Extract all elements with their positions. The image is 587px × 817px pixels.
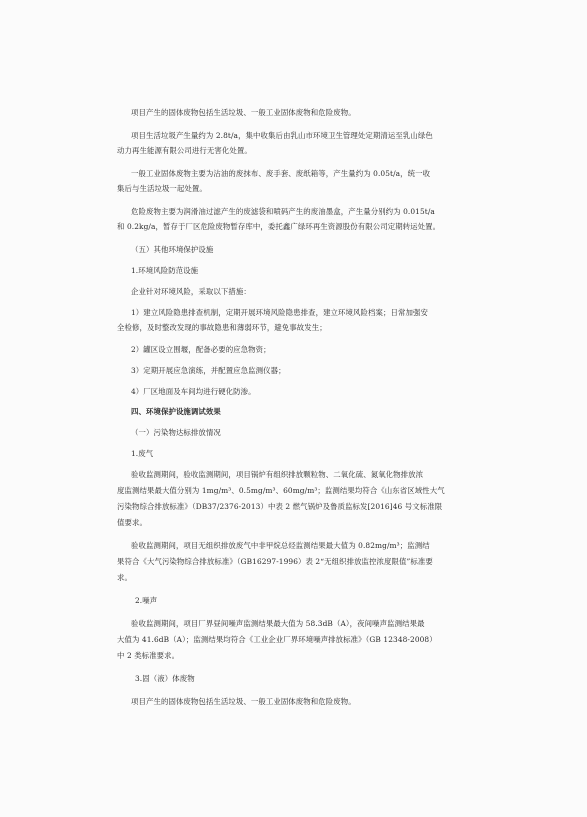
list-item: 4）厂区地面及车间均进行硬化防渗。	[131, 387, 256, 396]
section-heading: （一）污染物达标排放情况	[131, 428, 221, 437]
subsection-heading: 2.噪声	[135, 596, 158, 605]
list-item: 2）罐区设立围堰，配备必要的应急物资；	[131, 345, 271, 354]
paragraph-line: 度监测结果最大值分别为 1mg/m³、0.5mg/m³、60mg/m³；监测结果均符合《山东省区域性大气	[117, 486, 445, 495]
list-item: 1）建立风险隐患排查机制，定期开展环境风险隐患排查，建立环境风险档案；日常加强安	[131, 308, 428, 317]
chapter-heading: 四、环境保护设施调试效果	[131, 407, 221, 416]
paragraph-line: 中 2 类标准要求。	[117, 651, 180, 660]
subsection-heading: 1.环境风险防范设施	[131, 266, 199, 275]
list-item: 3）定期开展应急演练，并配置应急监测仪器；	[131, 366, 286, 375]
paragraph-line: 危险废物主要为润滑油过滤产生的废滤袋和喷码产生的废油墨盒，产生量分别约为 0.015t/a	[131, 207, 435, 216]
paragraph-line: 项目生活垃圾产生量约为 2.8t/a，集中收集后由乳山市环境卫生管理处定期清运至乳山绿色	[131, 131, 433, 140]
paragraph-line: 验收监测期间，项目厂界昼间噪声监测结果最大值为 58.3dB（A），夜间噪声监测结果最	[131, 619, 425, 628]
paragraph-line: 污染物综合排放标准》（DB37/2376-2013）中表 2 燃气锅炉及鲁质监标发[2016]46 号文标准限	[117, 502, 443, 511]
subsection-heading: 1.废气	[131, 449, 154, 458]
paragraph-line: 项目产生的固体废物包括生活垃圾、一般工业固体废物和危险废物。	[131, 108, 356, 117]
paragraph-line: 果符合《大气污染物综合排放标准》（GB16297-1996）表 2“无组织排放监控浓度限值”标准要	[117, 557, 433, 566]
paragraph-line: 一般工业固体废物主要为沾油的废抹布、废手套、废纸箱等，产生量约为 0.05t/a，统一收	[131, 169, 431, 178]
paragraph-line: 动力再生能源有限公司进行无害化处置。	[117, 146, 252, 155]
paragraph-line: 大值为 41.6dB（A）；监测结果均符合《工业企业厂界环境噪声排放标准》（GB 12348-2008）	[117, 635, 437, 644]
section-heading: （五）其他环境保护设施	[131, 245, 214, 254]
paragraph-line: 验收监测期间，项目无组织排放废气中非甲烷总烃监测结果最大值为 0.82mg/m³；监测结	[131, 541, 430, 550]
subsection-heading: 3.固（液）体废物	[135, 674, 195, 683]
paragraph-line: 验收监测期间，验收监测期间，项目锅炉有组织排放颗粒物、二氧化硫、氮氧化物排放浓	[131, 470, 424, 479]
paragraph-line: 和 0.2kg/a，暂存于厂区危险废物暂存库中，委托鑫广绿环再生资源股份有限公司定期转运处置。	[117, 222, 441, 231]
paragraph-line: 企业针对环境风险，采取以下措施：	[131, 287, 251, 296]
paragraph-line: 值要求。	[117, 518, 147, 527]
paragraph-line: 求。	[117, 573, 132, 582]
list-item: 全检修，及时整改发现的事故隐患和薄弱环节，避免事故发生；	[117, 323, 327, 332]
paragraph-line: 项目产生的固体废物包括生活垃圾、一般工业固体废物和危险废物。	[131, 697, 356, 706]
paragraph-line: 集后与生活垃圾一起处置。	[117, 184, 207, 193]
